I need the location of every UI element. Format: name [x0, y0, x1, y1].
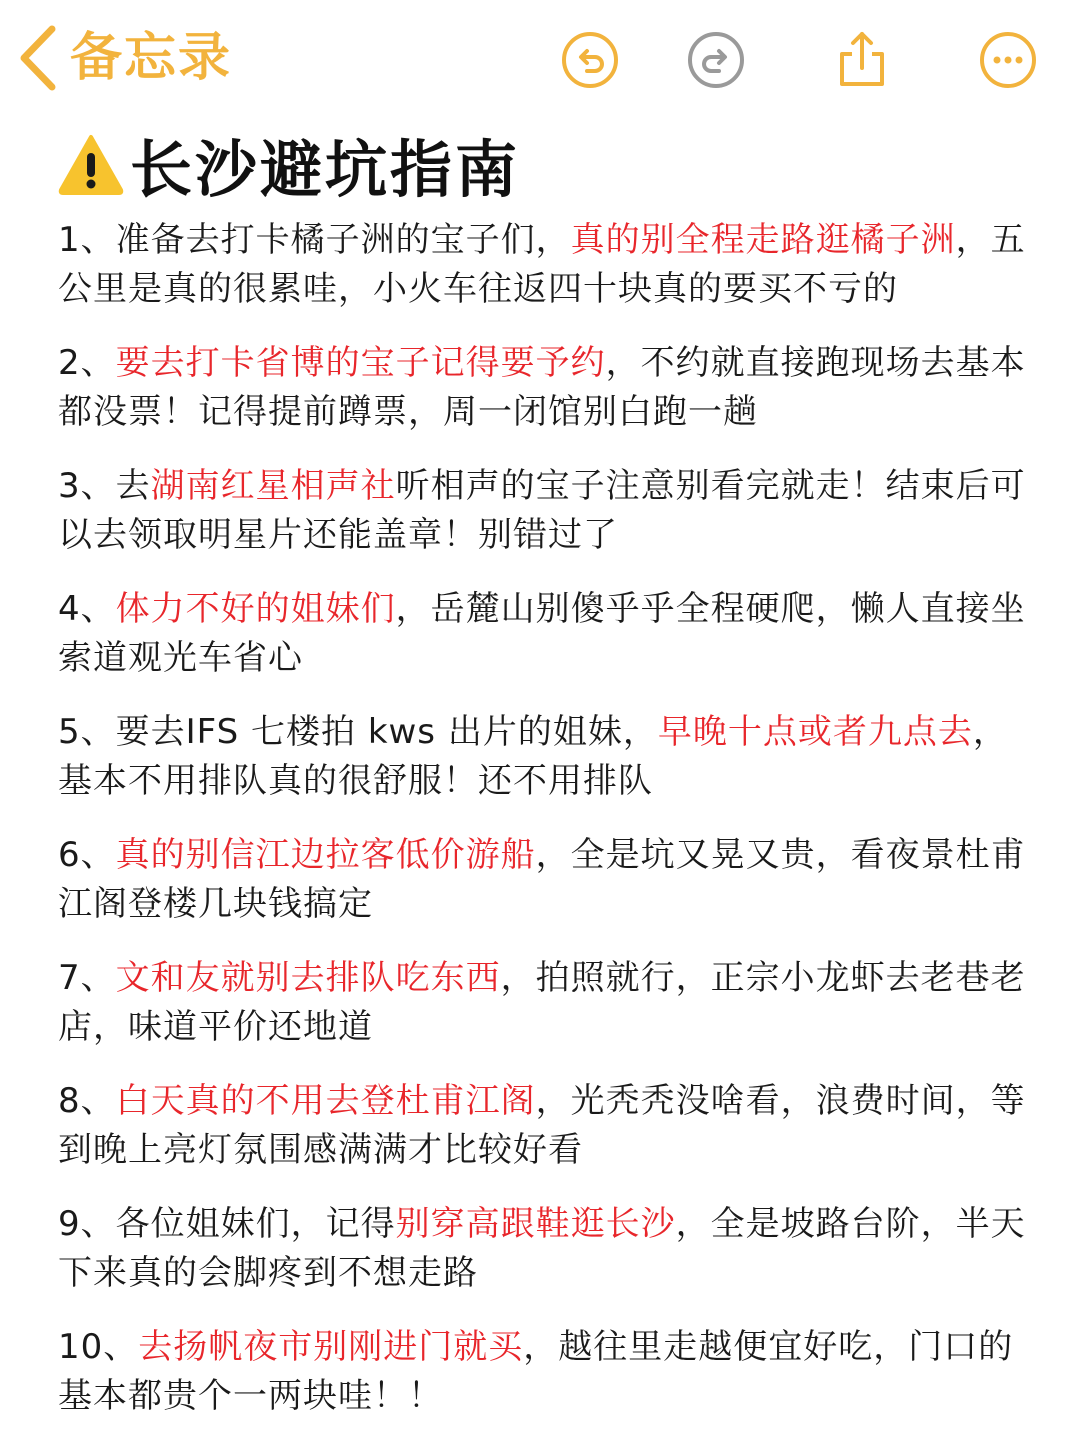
highlighted-text: 去扬帆夜市别刚进门就买: [138, 1327, 524, 1367]
highlighted-text: 湖南红星相声社: [150, 466, 396, 506]
list-item: [58, 954, 1038, 1052]
item-text: ，越往里走越便宜好吃，门口的基本都贵个一两块哇！！: [58, 1327, 1014, 1416]
item-text: 9、各位姐妹们，记得: [58, 1204, 396, 1244]
list-item: [58, 462, 1038, 560]
back-button[interactable]: [18, 22, 232, 94]
highlighted-text: 文和友就别去排队吃东西: [115, 958, 501, 998]
navigation-bar: [0, 0, 1080, 118]
warning-icon: [58, 133, 124, 195]
note-title-row: [58, 124, 520, 204]
list-item: [58, 1200, 1038, 1298]
item-text: 听相声的宝子注意别看完就走！结束后可以去领取明星片还能盖章！别错过了: [58, 466, 1026, 555]
undo-icon: [560, 30, 620, 90]
back-label: 备忘录: [70, 28, 233, 88]
chevron-left-icon: [18, 25, 58, 91]
item-text: ，拍照就行，正宗小龙虾去老巷老店，味道平价还地道: [58, 958, 1026, 1047]
undo-button[interactable]: [560, 30, 620, 90]
note-title: 长沙避坑指南: [130, 132, 521, 206]
redo-icon: [686, 30, 746, 90]
item-text: ，五公里是真的很累哇，小火车往返四十块真的要买不亏的: [58, 220, 1026, 309]
item-text: 10、: [58, 1327, 139, 1367]
list-item: [58, 831, 1038, 929]
list-item: [58, 1077, 1038, 1175]
item-text: 6、: [58, 835, 116, 875]
highlighted-text: 要去打卡省博的宝子记得要予约: [115, 343, 606, 383]
item-text: ，全是坡路台阶，半天下来真的会脚疼到不想走路: [58, 1204, 1026, 1293]
highlighted-text: 体力不好的姐妹们: [115, 589, 396, 629]
list-item: [58, 585, 1038, 683]
highlighted-text: 别穿高跟鞋逛长沙: [395, 1204, 676, 1244]
item-text: ，全是坑又晃又贵，看夜景杜甫江阁登楼几块钱搞定: [58, 835, 1026, 924]
highlighted-text: 白天真的不用去登杜甫江阁: [115, 1081, 536, 1121]
list-item: [58, 216, 1038, 314]
item-text: ，基本不用排队真的很舒服！还不用排队: [58, 712, 1008, 801]
list-item: [58, 1323, 1038, 1421]
item-text: 4、: [58, 589, 116, 629]
item-text: 5、要去IFS 七楼拍 kws 出片的姐妹，: [58, 712, 658, 752]
item-text: 7、: [58, 958, 116, 998]
note-body: [58, 216, 1038, 1446]
share-button[interactable]: [832, 30, 892, 90]
more-icon: [978, 30, 1038, 90]
item-text: 3、去: [58, 466, 151, 506]
highlighted-text: 真的别全程走路逛橘子洲: [570, 220, 956, 260]
list-item: [58, 708, 1038, 806]
item-text: ，光秃秃没啥看，浪费时间，等到晚上亮灯氛围感满满才比较好看: [58, 1081, 1026, 1170]
item-text: ，不约就直接跑现场去基本都没票！记得提前蹲票，周一闭馆别白跑一趟: [58, 343, 1026, 432]
list-item: [58, 339, 1038, 437]
highlighted-text: 早晚十点或者九点去: [657, 712, 973, 752]
item-text: ，岳麓山别傻乎乎全程硬爬，懒人直接坐索道观光车省心: [58, 589, 1026, 678]
item-text: 2、: [58, 343, 116, 383]
redo-button[interactable]: [686, 30, 746, 90]
share-icon: [832, 30, 892, 90]
highlighted-text: 真的别信江边拉客低价游船: [115, 835, 536, 875]
item-text: 8、: [58, 1081, 116, 1121]
more-button[interactable]: [978, 30, 1038, 90]
item-text: 1、准备去打卡橘子洲的宝子们，: [58, 220, 571, 260]
